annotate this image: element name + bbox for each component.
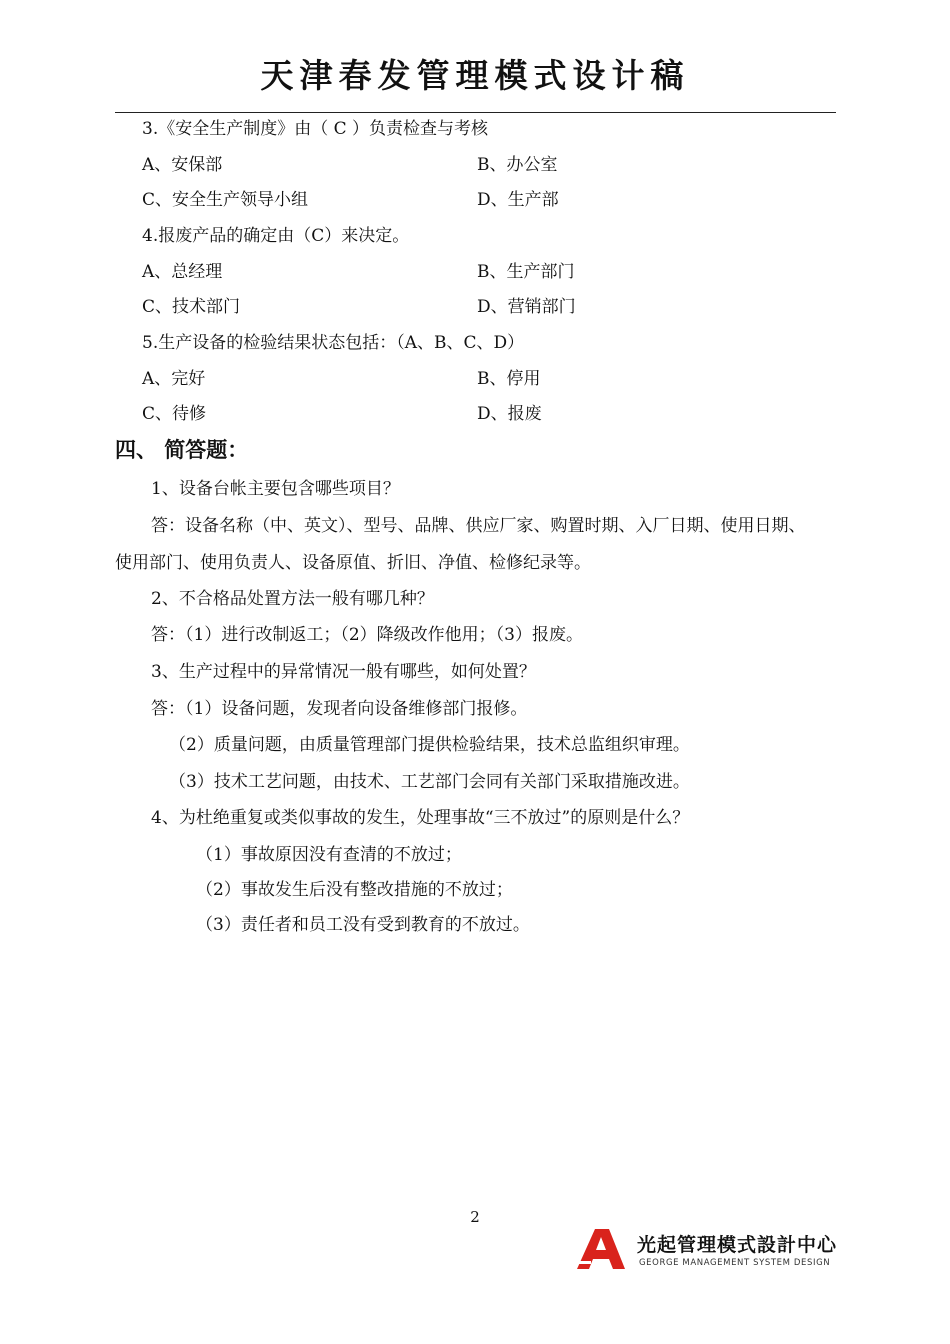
option-3a: A、安保部 [142, 155, 223, 175]
option-4d: D、营销部门 [477, 297, 576, 317]
answer-4-item-1: （1）事故原因没有查清的不放过； [196, 845, 462, 865]
short-question-3: 3、生产过程中的异常情况一般有哪些，如何处置？ [151, 662, 536, 682]
answer-3-item-2: （2）质量问题，由质量管理部门提供检验结果，技术总监组织审理。 [169, 735, 690, 755]
logo-english-name: GEORGE MANAGEMENT SYSTEM DESIGN [639, 1258, 831, 1268]
option-3b: B、办公室 [477, 155, 558, 175]
answer-1-line-2: 使用部门、使用负责人、设备原值、折旧、净值、检修纪录等。 [115, 553, 591, 573]
answer-4-item-3: （3）责任者和员工没有受到教育的不放过。 [196, 915, 530, 935]
option-4b: B、生产部门 [477, 262, 575, 282]
question-5: 5.生产设备的检验结果状态包括：（A、B、C、D） [142, 333, 525, 353]
question-3: 3.《安全生产制度》由（ C ）负责检查与考核 [142, 119, 489, 139]
page-number: 2 [470, 1208, 480, 1226]
answer-2: 答：（1）进行改制返工；（2）降级改作他用；（3）报废。 [151, 625, 583, 645]
option-4a: A、总经理 [142, 262, 223, 282]
short-question-4: 4、为杜绝重复或类似事故的发生，处理事故“三不放过”的原则是什么？ [151, 808, 690, 828]
logo-chinese-name: 光起管理模式設計中心 [637, 1234, 838, 1256]
option-5c: C、待修 [142, 404, 207, 424]
question-4: 4.报废产品的确定由（C）来决定。 [142, 226, 410, 246]
option-5a: A、完好 [142, 369, 206, 389]
answer-1-line-1: 答：设备名称（中、英文）、型号、品牌、供应厂家、购置时期、入厂日期、使用日期、 [151, 516, 806, 536]
logo-a-icon [575, 1228, 627, 1270]
section-heading: 四、 简答题： [115, 438, 249, 462]
company-logo [575, 1228, 840, 1273]
option-3d: D、生产部 [477, 190, 559, 210]
header-divider [115, 112, 836, 113]
answer-3-item-1: 答：（1）设备问题，发现者向设备维修部门报修。 [151, 699, 528, 719]
option-4c: C、技术部门 [142, 297, 241, 317]
option-3c: C、安全生产领导小组 [142, 190, 309, 210]
page-title: 天津春发管理模式设计稿 [260, 56, 690, 95]
answer-4-item-2: （2）事故发生后没有整改措施的不放过； [196, 880, 513, 900]
answer-3-item-3: （3）技术工艺问题，由技术、工艺部门会同有关部门采取措施改进。 [169, 772, 690, 792]
option-5d: D、报废 [477, 404, 542, 424]
option-5b: B、停用 [477, 369, 541, 389]
short-question-2: 2、不合格品处置方法一般有哪几种？ [151, 589, 434, 609]
short-question-1: 1、设备台帐主要包含哪些项目？ [151, 479, 400, 499]
